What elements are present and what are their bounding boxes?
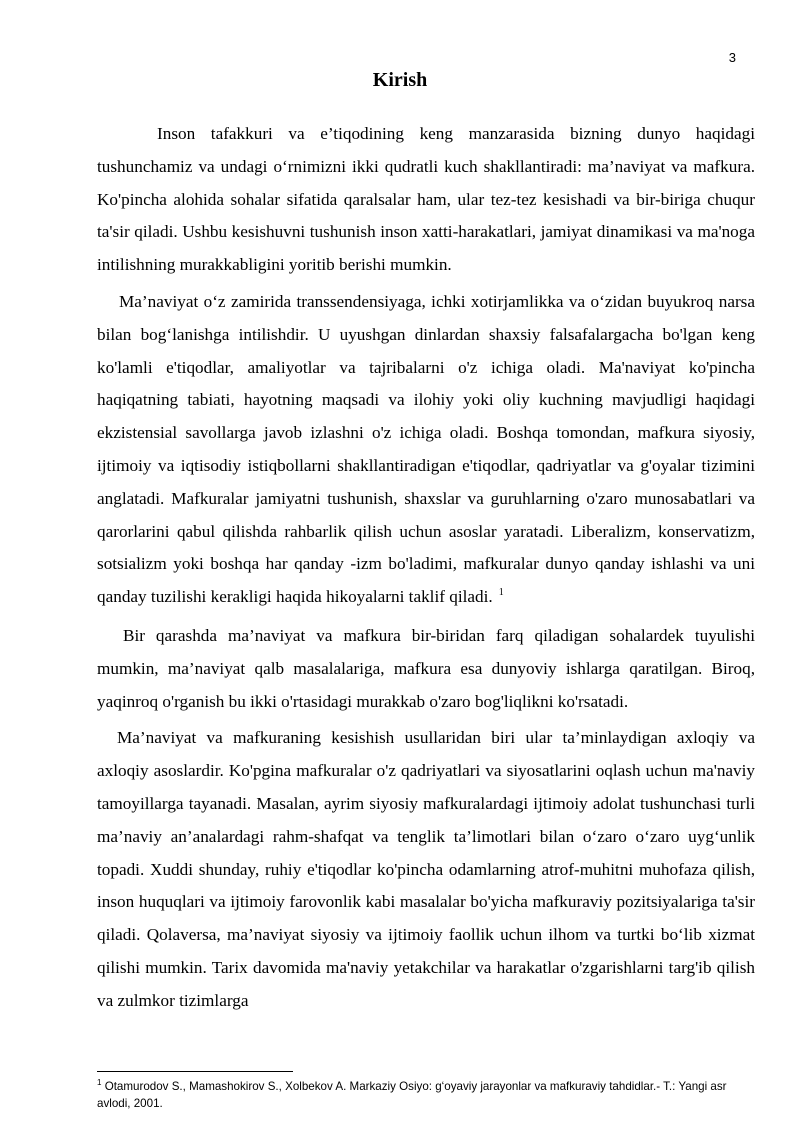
paragraph-2 [97,286,755,614]
footnote-marker: 1 [97,1078,102,1088]
paragraph-4: Ma’naviyat va mafkuraning kesishish usullaridan biri ular ta’minlaydigan axloqiy va axloqiy asoslardir. Ko'pgina mafkuralar o'z qadriyatlari va siyosatlarini oqlash uchun ma'naviy tamoyillarga tayanadi. Masalan, ayrim siyosiy mafkuralardagi ijtimoiy adolat tushunchasi turli ma’naviy an’analardagi rahm-shafqat va tenglik ta’limotlari bilan o‘zaro o‘zaro uyg‘unlik topadi. Xuddi shunday, ruhiy e'tiqodlar ko'pincha odamlarning atrof-muhitni muhofaza qilish, inson huquqlari va ijtimoiy farovonlik kabi masalalar bo'yicha mafkuraviy pozitsiyalariga ta'sir qiladi. Qolaversa, ma’naviyat siyosiy va ijtimoiy faollik uchun ilhom va turtki bo‘lib xizmat qilishi mumkin. Tarix davomida ma'naviy yetakchilar va harakatlar o'zgarishlarni targ'ib qilish va zulmkor tizimlarga [97,728,755,1010]
footnote [97,1078,757,1112]
paragraph-2-text: Ma’naviyat o‘z zamirida transsendensiyaga, ichki xotirjamlikka va o‘zidan buyukroq narsa bilan bog‘lanishga intilishdir. U uyushgan dinlardan shaxsiy falsafalargacha bo'lgan keng ko'lamli e'tiqodlar, amaliyotlar va tajribalarni o'z ichiga oladi. Ma'naviyat ko'pincha haqiqatning tabiati, hayotning maqsadi va ilohiy yoki oliy kuchning mavjudligi haqidagi ekzistensial savollarga javob izlashni o'z ichiga oladi. Boshqa tomondan, mafkura siyosiy, ijtimoiy va iqtisodiy istiqbollarni shakllantiradigan e'tiqodlar, qadriyatlar va g'oyalar tizimini anglatadi. Mafkuralar jamiyatni tushunish, shaxslar va guruhlarning o'zaro munosabatlari va qarorlarini qabul qilishda rahbarlik qilish uchun asoslar yaratadi. Liberalizm, konservatizm, sotsializm yoki boshqa har qanday -izm bo'ladimi, mafkuralar dunyo qanday ishlashi va uni qanday tuzilishi kerakligi haqida hikoyalarni taklif qiladi. [97,291,755,607]
footnote-reference[interactable]: 1 [498,587,504,599]
footnote-text: Otamurodov S., Mamashokirov S., Xolbekov A. Markaziy Osiyo: g‘oyaviy jarayonlar va mafkuraviy tahdidlar.- T.: Yangi asr avlodi, 2001. [97,1080,727,1110]
page-title: Kirish [372,69,428,91]
footnote-separator [97,1071,293,1072]
page-number: 3 [728,50,736,65]
paragraph-3: Bir qarashda ma’naviyat va mafkura bir-biridan farq qiladigan sohalardek tuyulishi mumkin, ma’naviyat qalb masalalariga, mafkura esa dunyoviy ishlarga qaratilgan. Biroq, yaqinroq o'rganish bu ikki o'rtasidagi murakkab o'zaro bog'liqlikni ko'rsatadi. [97,625,755,711]
body-text [97,118,755,1018]
paragraph-1: Inson tafakkuri va e’tiqodining keng manzarasida bizning dunyo haqidagi tushunchamiz va undagi o‘rnimizni ikki qudratli kuch shakllantiradi: ma’naviyat va mafkura. Ko'pincha alohida sohalar sifatida qaralsalar ham, ular tez-tez kesishadi va bir-biriga chuqur ta'sir qiladi. Ushbu kesishuvni tushunish inson xatti-harakatlari, jamiyat dinamikasi va ma'noga intilishning murakkabligini yoritib berishi mumkin. [97,124,755,275]
